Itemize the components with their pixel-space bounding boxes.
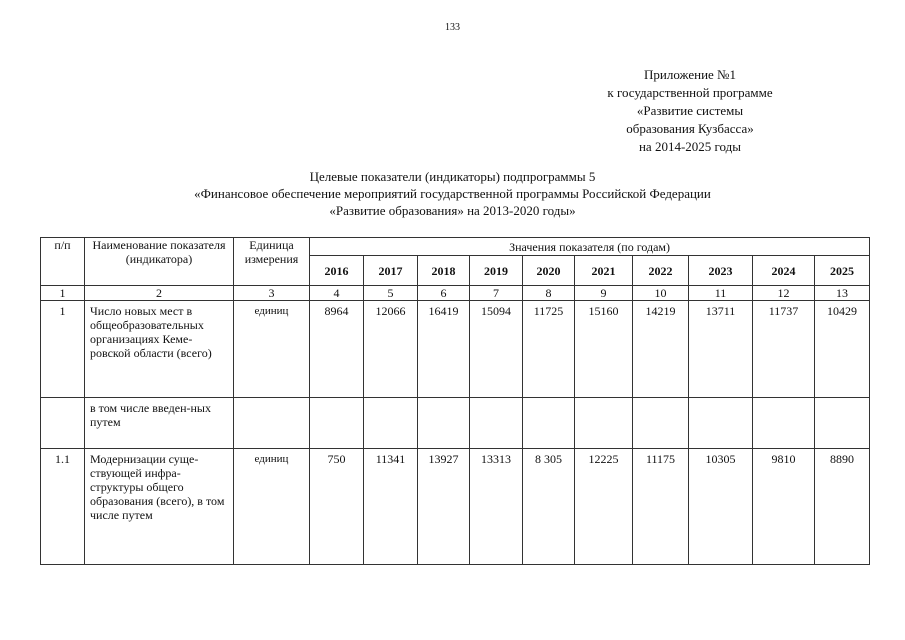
appendix-line: «Развитие системы: [636, 103, 744, 118]
table-row: [41, 301, 870, 398]
indicators-table: [40, 237, 870, 565]
column-number: 8: [523, 286, 575, 301]
header-name: Наименование показателя (индикатора): [85, 238, 234, 286]
year-header: 2016: [310, 256, 364, 286]
row-value: 8964: [310, 301, 364, 398]
row-value: 10429: [815, 301, 870, 398]
year-header: 2022: [633, 256, 689, 286]
header-values-group: Значения показателя (по годам): [310, 238, 870, 256]
row-value: [575, 398, 633, 449]
appendix-note: [580, 66, 800, 156]
column-number: 9: [575, 286, 633, 301]
row-value: 750: [310, 449, 364, 565]
row-value: 11725: [523, 301, 575, 398]
title-line: «Развитие образования» на 2013-2020 годы»: [329, 203, 576, 218]
row-value: 8890: [815, 449, 870, 565]
year-header: 2018: [418, 256, 470, 286]
title-line: Целевые показатели (индикаторы) подпрограммы 5: [309, 169, 596, 184]
appendix-line: на 2014-2025 годы: [638, 139, 742, 154]
row-value: [418, 398, 470, 449]
row-index: 1: [41, 301, 85, 398]
row-value: 15160: [575, 301, 633, 398]
appendix-line: к государственной программе: [607, 85, 773, 100]
row-unit: единиц: [234, 301, 310, 398]
row-name: в том числе введен-ных путем: [85, 398, 234, 449]
year-header: 2025: [815, 256, 870, 286]
row-value: [633, 398, 689, 449]
row-value: 10305: [689, 449, 753, 565]
column-number: 4: [310, 286, 364, 301]
row-name: Число новых мест в общеобразовательных организациях Кеме-ровской области (всего): [85, 301, 234, 398]
row-unit: [234, 398, 310, 449]
column-number: 2: [85, 286, 234, 301]
row-value: [310, 398, 364, 449]
row-value: [470, 398, 523, 449]
year-header: 2020: [523, 256, 575, 286]
row-index: 1.1: [41, 449, 85, 565]
column-number: 7: [470, 286, 523, 301]
row-name: Модернизации суще-ствующей инфра-структуры общего образования (всего), в том числе путем: [85, 449, 234, 565]
year-header: 2019: [470, 256, 523, 286]
title-line: «Финансовое обеспечение мероприятий государственной программы Российской Федерации: [194, 186, 711, 201]
row-value: 13927: [418, 449, 470, 565]
column-numbers-row: [41, 286, 870, 301]
row-value: [815, 398, 870, 449]
column-number: 5: [364, 286, 418, 301]
page-number: 133: [445, 22, 460, 33]
row-value: 9810: [753, 449, 815, 565]
appendix-line: Приложение №1: [644, 67, 736, 82]
row-value: 14219: [633, 301, 689, 398]
row-value: 11341: [364, 449, 418, 565]
column-number: 3: [234, 286, 310, 301]
row-value: 15094: [470, 301, 523, 398]
row-unit: единиц: [234, 449, 310, 565]
document-title: [100, 168, 805, 219]
column-number: 10: [633, 286, 689, 301]
row-value: 8 305: [523, 449, 575, 565]
row-index: [41, 398, 85, 449]
column-number: 1: [41, 286, 85, 301]
row-value: 11175: [633, 449, 689, 565]
header-row-top: [41, 238, 870, 256]
row-value: [753, 398, 815, 449]
row-value: 12066: [364, 301, 418, 398]
header-index: п/п: [41, 238, 85, 286]
year-header: 2024: [753, 256, 815, 286]
header-unit: Единица измерения: [234, 238, 310, 286]
year-header: 2023: [689, 256, 753, 286]
table-row: [41, 398, 870, 449]
year-header: 2017: [364, 256, 418, 286]
column-number: 13: [815, 286, 870, 301]
row-value: 16419: [418, 301, 470, 398]
row-value: 12225: [575, 449, 633, 565]
year-header: 2021: [575, 256, 633, 286]
row-value: [364, 398, 418, 449]
column-number: 12: [753, 286, 815, 301]
row-value: [689, 398, 753, 449]
row-value: 11737: [753, 301, 815, 398]
table-row: [41, 449, 870, 565]
row-value: [523, 398, 575, 449]
row-value: 13313: [470, 449, 523, 565]
row-value: 13711: [689, 301, 753, 398]
column-number: 6: [418, 286, 470, 301]
appendix-line: образования Кузбасса»: [626, 121, 754, 136]
column-number: 11: [689, 286, 753, 301]
